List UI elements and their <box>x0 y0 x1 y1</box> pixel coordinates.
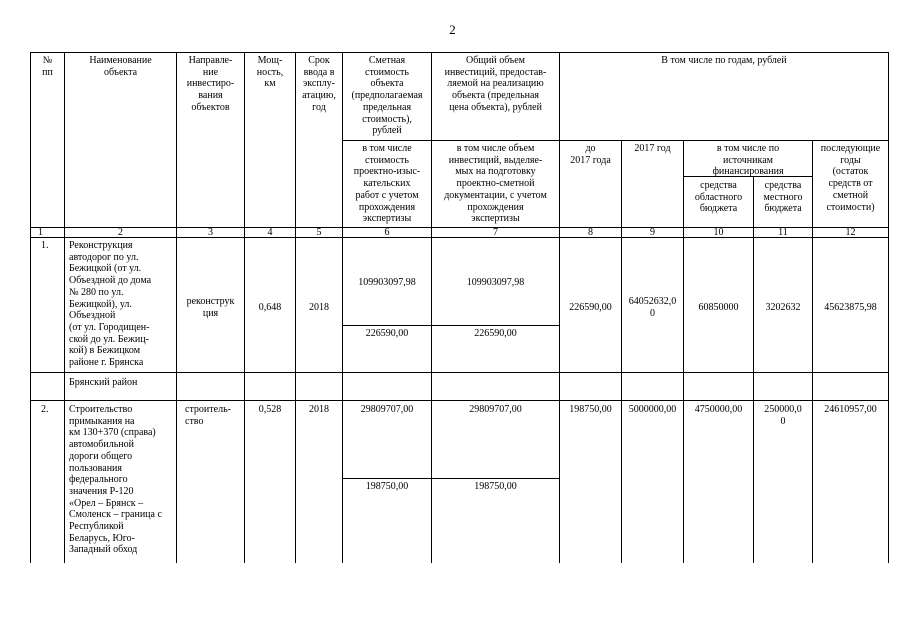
page-number: 2 <box>449 22 456 37</box>
row1-bottom-rule <box>30 372 888 373</box>
header-regional-budget: средства областного бюджета <box>694 180 743 215</box>
header-capacity: Мощ- ность, км <box>256 55 284 90</box>
header-num: № пп <box>42 55 53 78</box>
row1-before-2017: 226590,00 <box>569 302 612 313</box>
table-right-border <box>888 52 889 563</box>
row1-sub-divider <box>342 325 559 326</box>
row2-name: Строительство примыкания на км 130+370 (справа) автомобильной дороги общего пользования федерального значения Р-120 «Орел – Брянск – Смоленск – граница с Республикой Беларусь, Юго- Западный обход <box>69 404 162 556</box>
row2-regional: 4750000,00 <box>694 404 743 415</box>
column-number: 8 <box>588 227 593 238</box>
table-top-border <box>30 52 888 53</box>
header-local-budget: средства местного бюджета <box>763 180 803 215</box>
row2-direction: строитель- ство <box>185 404 231 427</box>
row2-later: 24610957,00 <box>824 404 877 415</box>
header-investment-volume-sub: в том числе объем инвестиций, выделяе- мых на подготовку проектно-сметной документации, с учетом прохождения экспертизы <box>444 143 547 225</box>
row1-num: 1. <box>41 240 49 251</box>
row1-direction: реконструк ция <box>186 296 235 319</box>
column-number: 7 <box>493 227 498 238</box>
row2-invest: 29809707,00 <box>469 404 522 415</box>
row2-before-2017: 198750,00 <box>569 404 612 415</box>
header-2017: 2017 год <box>634 143 671 154</box>
row1-year: 2018 <box>309 302 329 313</box>
row1-name: Реконструкция автодорог по ул. Бежицкой (от ул. Объездной до дома № 280 по ул. Бежицкой), ул. Объездной (от ул. Городищен- ской до ул. Бежиц- кой) в Бежицком районе г. Брянска <box>69 240 152 369</box>
column-number: 1 <box>38 227 43 238</box>
row2-year: 2018 <box>309 404 329 415</box>
row1-capacity: 0,648 <box>258 302 282 313</box>
header-direction: Направле- ние инвестиро- вания объектов <box>186 55 235 113</box>
row2-local: 250000,0 0 <box>764 404 802 427</box>
row1-invest: 109903097,98 <box>466 277 525 288</box>
header-funding-sources: в том числе по источникам финансирования <box>712 143 784 178</box>
column-number: 12 <box>845 227 856 238</box>
row1-2017: 64052632,0 0 <box>628 296 677 319</box>
column-number: 3 <box>208 227 213 238</box>
column-number: 2 <box>118 227 123 238</box>
header-later-years: последующие годы (остаток средств от сметной стоимости) <box>820 143 881 213</box>
column-number: 6 <box>384 227 390 238</box>
row2-invest-sub: 198750,00 <box>474 481 517 492</box>
row2-capacity: 0,528 <box>258 404 282 415</box>
rule-under-years-header <box>559 140 888 141</box>
section-bottom-rule <box>30 400 888 401</box>
column-number: 4 <box>267 227 273 238</box>
table-left-border <box>30 52 31 563</box>
header-estimated-cost: Сметная стоимость объекта (предполагаемая предельная стоимость), рублей <box>351 55 423 137</box>
row2-2017: 5000000,00 <box>628 404 677 415</box>
row1-cost: 109903097,98 <box>358 277 416 288</box>
header-name: Наименование объекта <box>89 55 152 78</box>
header-estimated-cost-sub: в том числе стоимость проектно-изыс- кательских работ с учетом прохождения экспертизы <box>353 143 421 225</box>
header-by-years: В том числе по годам, рублей <box>661 55 787 66</box>
row2-cost-sub: 198750,00 <box>365 481 409 492</box>
column-number: 5 <box>316 227 322 238</box>
column-number: 10 <box>713 227 724 238</box>
row1-invest-sub: 226590,00 <box>474 328 517 339</box>
row2-num: 2. <box>41 404 49 415</box>
row1-cost-sub: 226590,00 <box>365 328 409 339</box>
column-number: 9 <box>650 227 655 238</box>
header-before-2017: до 2017 года <box>570 143 611 166</box>
row1-local: 3202632 <box>765 302 801 313</box>
row1-regional: 60850000 <box>698 302 739 313</box>
col-divider <box>64 52 65 563</box>
row1-later: 45623875,98 <box>824 302 877 313</box>
header-commission-year: Срок ввода в эксплу- атацию, год <box>302 55 336 113</box>
row2-cost: 29809707,00 <box>360 404 414 415</box>
row2-sub-divider <box>342 478 559 479</box>
col-divider <box>621 140 622 563</box>
rule-under-col6-7-header <box>342 140 559 141</box>
column-number: 11 <box>778 227 788 238</box>
header-investment-volume: Общий объем инвестиций, предостав- ляемой на реализацию объекта (предельная цена объекта), рублей <box>444 55 547 113</box>
section-title: Брянский район <box>69 377 138 388</box>
